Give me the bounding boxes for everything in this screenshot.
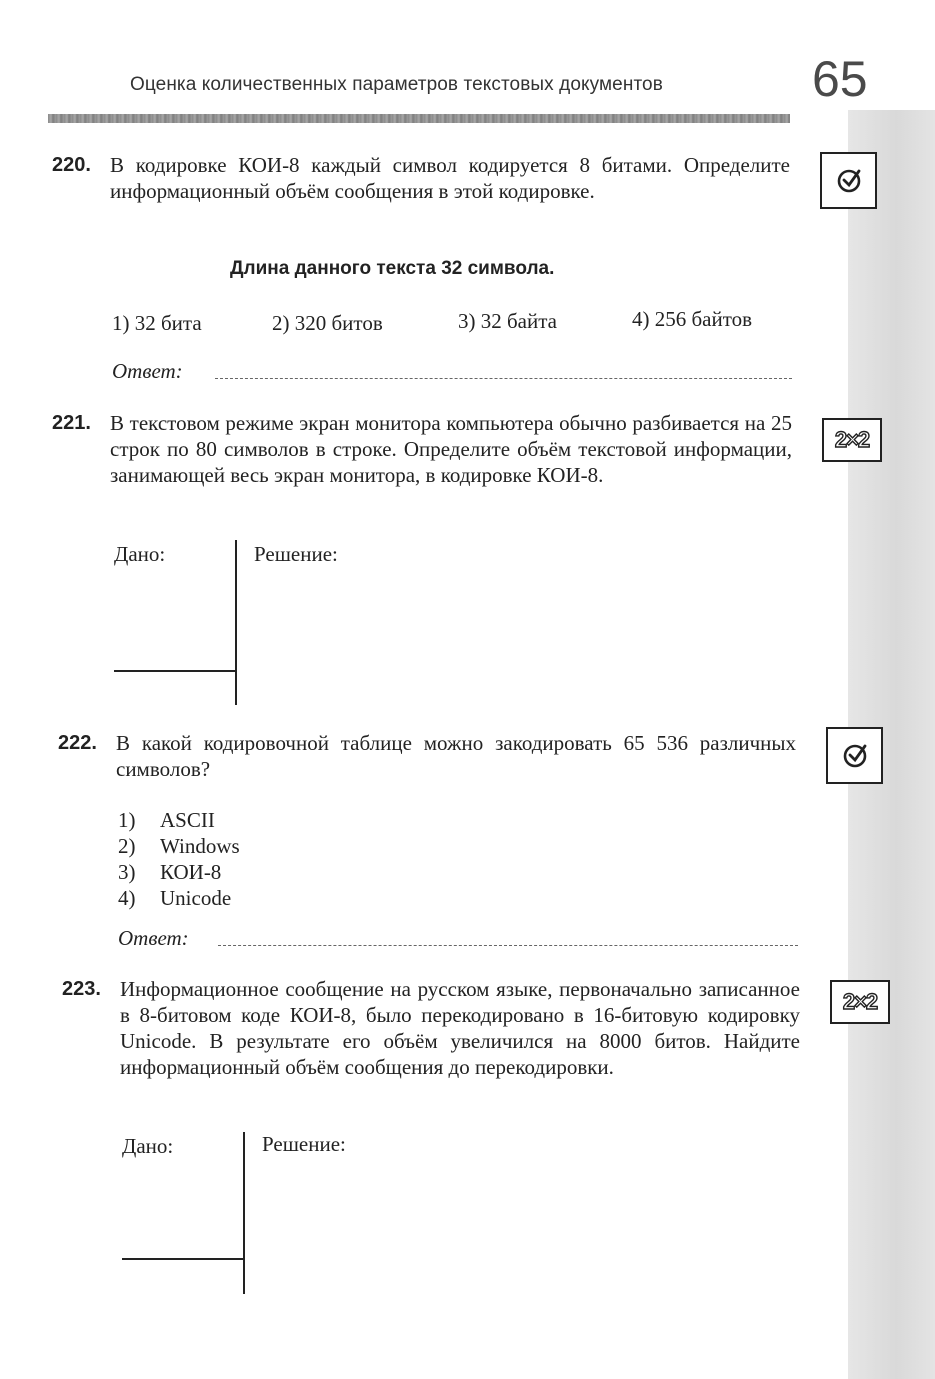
badge-2x2-text: 2×2 xyxy=(842,989,878,1014)
task-number: 220. xyxy=(52,154,91,176)
option-3[interactable]: 3) 32 байта xyxy=(458,309,557,333)
option-label: ASCII xyxy=(160,808,215,832)
task-statement: В кодировке КОИ-8 каждый символ кодируется 8 битами. Определите информационный объём сообщения в этой кодировке. xyxy=(110,153,790,203)
option-number: 2) xyxy=(118,834,136,858)
option-2[interactable] xyxy=(118,834,240,859)
given-underline xyxy=(122,1258,245,1260)
task-number: 223. xyxy=(62,978,101,1000)
task-statement: В какой кодировочной таблице можно закодировать 65 536 различных символов? xyxy=(116,731,796,781)
mental-math-badge xyxy=(822,418,882,462)
task-statement: Информационное сообщение на русском языке, первоначально записанное в 8-битовом коде КОИ-8, было перекодировано в 16-битовую кодировку Unicode. В результате его объём увеличился на 8000 битов. Найдите информационный объём сообщения до перекодировки. xyxy=(120,977,800,1079)
task-222 xyxy=(58,732,798,957)
solution-label: Решение: xyxy=(262,1132,346,1156)
option-label: Windows xyxy=(160,834,240,858)
badge-2x2-text: 2×2 xyxy=(834,427,870,452)
given-text: Длина данного текста 32 символа. xyxy=(230,258,555,279)
page-number: 65 xyxy=(812,51,868,107)
solution-label: Решение: xyxy=(254,542,338,566)
check-icon xyxy=(835,167,863,195)
option-1[interactable]: 1) 32 бита xyxy=(112,311,202,335)
given-label: Дано: xyxy=(114,542,166,566)
option-2[interactable]: 2) 320 битов xyxy=(272,311,383,335)
answer-label: Ответ: xyxy=(112,359,183,383)
solution-area[interactable] xyxy=(252,1162,792,1292)
given-label: Дано: xyxy=(122,1134,174,1158)
option-label: Unicode xyxy=(160,886,232,910)
task-statement: В текстовом режиме экран монитора компьютера обычно разбивается на 25 строк по 80 символов в строке. Определите объём текстовой информации, занимающей весь экран монитора, в кодировке КОИ-8. xyxy=(110,411,792,487)
option-4[interactable] xyxy=(118,886,231,911)
task-220 xyxy=(52,154,792,394)
task-221 xyxy=(52,412,792,712)
option-number: 4) xyxy=(118,886,136,910)
mental-math-badge xyxy=(830,980,890,1024)
check-badge xyxy=(820,152,877,209)
option-number: 3) xyxy=(118,860,136,884)
given-solution-divider xyxy=(243,1132,245,1294)
answer-field[interactable] xyxy=(215,378,792,379)
header-rule xyxy=(48,114,790,123)
task-223 xyxy=(62,978,802,1298)
given-underline xyxy=(114,670,237,672)
running-header: Оценка количественных параметров текстовых документов xyxy=(130,74,663,95)
given-solution-divider xyxy=(235,540,237,705)
task-number: 221. xyxy=(52,412,91,434)
option-4[interactable]: 4) 256 байтов xyxy=(632,307,753,331)
task-number: 222. xyxy=(58,732,97,754)
check-icon xyxy=(841,742,869,770)
answer-field[interactable] xyxy=(218,945,798,946)
option-3[interactable] xyxy=(118,860,221,885)
answer-label: Ответ: xyxy=(118,926,189,950)
option-number: 1) xyxy=(118,808,136,832)
solution-area[interactable] xyxy=(242,572,782,702)
option-label: КОИ-8 xyxy=(160,860,222,884)
check-badge xyxy=(826,727,883,784)
option-1[interactable] xyxy=(118,808,215,833)
